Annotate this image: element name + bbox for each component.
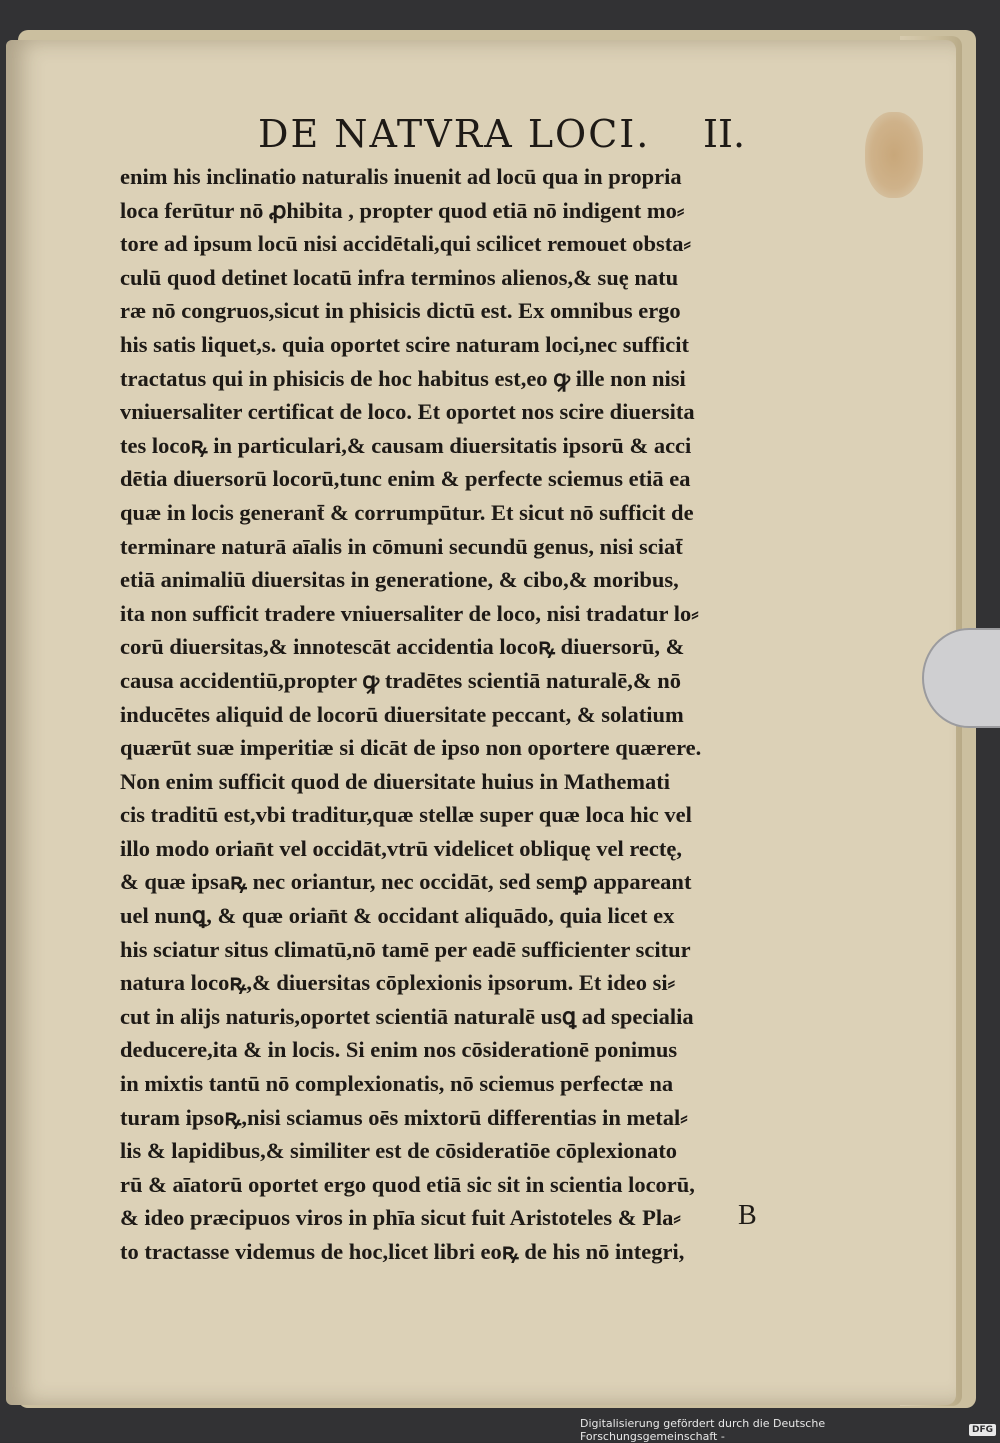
text-line: Non enim sufficit quod de diuersitate huius in Mathemati	[120, 768, 671, 794]
text-line: ita non sufficit tradere vniuersaliter de loco, nisi tradatur lo⸗	[120, 600, 699, 626]
text-line: quærūt suæ imperitiæ si dicāt de ipso non oportere quærere.	[120, 735, 702, 761]
text-line: corū diuersitas,& innotescāt accidentia locoꝶ diuersorū, &	[120, 634, 685, 660]
text-line: enim his inclinatio naturalis inuenit ad locū qua in propria	[120, 164, 682, 189]
body-text	[120, 160, 820, 1269]
text-line: natura locoꝶ,& diuersitas cōplexionis ipsorum. Et ideo si⸗	[120, 970, 676, 996]
text-line: ræ nō congruos,sicut in phisicis dictū est. Ex omnibus ergo	[120, 298, 681, 324]
folio-number: II.	[703, 112, 746, 156]
text-line: terminare naturā aīalis in cōmuni secundū genus, nisi sciat̄	[120, 533, 683, 559]
text-line: lis & lapidibus,& similiter est de cōsideratiōe cōplexionato	[120, 1138, 678, 1164]
text-line: his sciatur situs climatū,nō tamē per eadē sufficienter scitur	[120, 936, 691, 962]
text-line: tractatus qui in phisicis de hoc habitus est,eo ꝙ ille non nisi	[120, 365, 686, 391]
text-line: illo modo orian̄t vel occidāt,vtrū videlicet obliquę vel rectę,	[120, 835, 682, 861]
running-title: DE NATVRA LOCI.	[258, 112, 651, 156]
dfg-logo: DFG	[969, 1424, 996, 1436]
text-line: causa accidentiū,propter ꝙ tradētes scientiā naturalē,& nō	[120, 667, 682, 693]
text-line: vniuersaliter certificat de loco. Et oportet nos scire diuersita	[120, 399, 695, 425]
text-line: tore ad ipsum locū nisi accidētali,qui scilicet remouet obsta⸗	[120, 231, 692, 257]
text-line: dētia diuersorū locorū,tunc enim & perfecte sciemus etiā ea	[120, 466, 691, 492]
text-line: deducere,ita & in locis. Si enim nos cōsiderationē ponimus	[120, 1037, 678, 1063]
text-line: culū quod detinet locatū infra terminos alienos,& suę natu	[120, 264, 679, 290]
page-stain	[865, 112, 923, 198]
text-line: quæ in locis generant̄ & corrumpūtur. Et sicut nō sufficit de	[120, 499, 694, 525]
text-line: etiā animaliū diuersitas in generatione, & cibo,& moribus,	[120, 567, 679, 593]
text-line: turam ipsoꝶ,nisi sciamus oēs mixtorū differentias in metal⸗	[120, 1104, 688, 1130]
text-line: & quæ ipsaꝶ nec oriantur, nec occidāt, sed semꝑ appareant	[120, 869, 692, 895]
text-line: cis traditū est,vbi traditur,quæ stellæ super quæ loca hic vel	[120, 802, 692, 828]
text-line: in mixtis tantū nō complexionatis, nō sciemus perfectæ na	[120, 1071, 674, 1097]
text-line: his satis liquet,s. quia oportet scire naturam loci,nec sufficit	[120, 331, 689, 357]
text-line: cut in alijs naturis,oportet scientiā naturalē usꝗ ad specialia	[120, 1003, 694, 1029]
text-line: rū & aīatorū oportet ergo quod etiā sic sit in scientia locorū,	[120, 1171, 695, 1197]
text-line: tes locoꝶ in particulari,& causam diuersitatis ipsorū & acci	[120, 432, 692, 458]
dfg-credit-bar	[580, 1417, 996, 1443]
dfg-credit-text: Digitalisierung gefördert durch die Deutsche Forschungsgemeinschaft -	[580, 1417, 826, 1443]
text-line: uel nunꝗ, & quæ orian̄t & occidant aliquādo, quia licet ex	[120, 903, 675, 929]
page-header	[258, 112, 818, 162]
text-line: to tractasse videmus de hoc,licet libri eoꝶ de his nō integri,	[120, 1239, 685, 1264]
text-line: & ideo præcipuos viros in phīa sicut fuit Aristoteles & Pla⸗	[120, 1205, 681, 1231]
text-line: loca ferūtur nō ꝓhibita , propter quod etiā nō indigent mo⸗	[120, 197, 685, 223]
signature-mark: B	[738, 1200, 757, 1231]
text-line: inducētes aliquid de locorū diuersitate peccant, & solatium	[120, 701, 684, 727]
